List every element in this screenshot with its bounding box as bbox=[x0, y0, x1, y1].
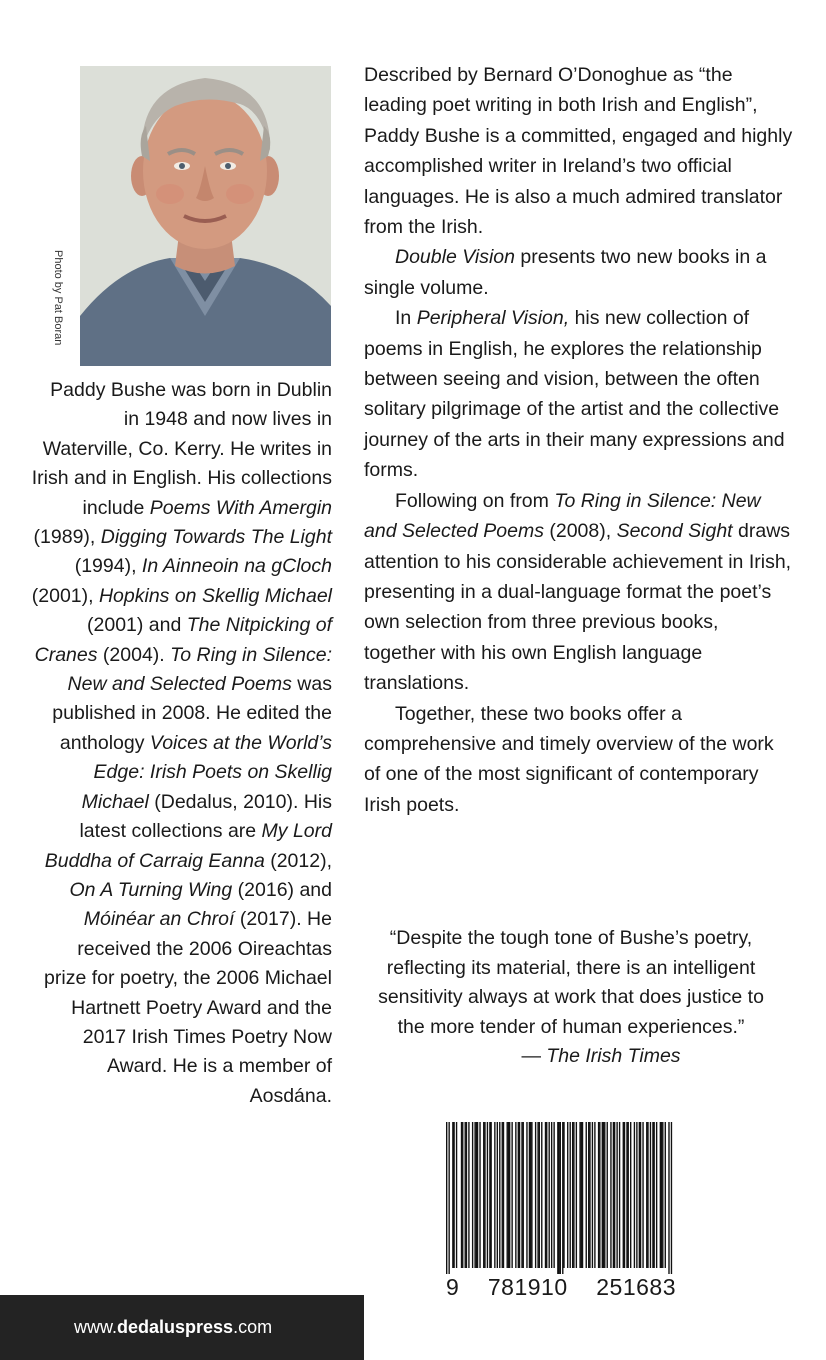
barcode-bar bbox=[660, 1122, 661, 1268]
barcode-bar bbox=[647, 1122, 648, 1268]
barcode-bar bbox=[588, 1122, 589, 1268]
barcode-bar bbox=[537, 1122, 538, 1268]
publisher-footer bbox=[0, 1295, 364, 1360]
book-title: Hopkins on Skellig Michael bbox=[98, 584, 332, 607]
barcode-bar bbox=[613, 1122, 614, 1268]
barcode-bar bbox=[511, 1122, 512, 1268]
barcode-bar bbox=[474, 1122, 475, 1268]
text-run: (1994), bbox=[74, 555, 142, 578]
text-run: Following on from bbox=[395, 489, 555, 512]
barcode-bar bbox=[499, 1122, 500, 1268]
text-run: Together, these two books offer a comprehensive and timely overview of the work of one of the most significant of contemporary Irish poets. bbox=[364, 702, 774, 816]
barcode-bar bbox=[640, 1122, 641, 1268]
text-run: his new collection of poems in English, he explores the relationship between seeing and vision, between the often solitary pilgrimage of the artist and the collective journey of the arts in their many expressions and forms. bbox=[364, 307, 785, 482]
barcode-bar bbox=[468, 1122, 469, 1268]
barcode-bar bbox=[586, 1122, 587, 1268]
barcode-bar bbox=[503, 1122, 504, 1268]
barcode-bar bbox=[557, 1122, 558, 1274]
book-title: Digging Towards The Light bbox=[100, 526, 332, 549]
text-run: (2016) and bbox=[232, 878, 332, 901]
book-title: The Nitpicking of Cranes bbox=[34, 614, 332, 666]
barcode-bar bbox=[652, 1122, 653, 1268]
isbn-digit-group-2: 781910 bbox=[487, 1274, 568, 1300]
barcode-bar bbox=[671, 1122, 672, 1274]
barcode-bar bbox=[502, 1122, 503, 1268]
barcode-bar bbox=[539, 1122, 540, 1268]
text-run: (2008), bbox=[543, 520, 617, 543]
barcode-bar bbox=[582, 1122, 583, 1268]
barcode-bar bbox=[483, 1122, 484, 1268]
book-title: Second Sight bbox=[616, 520, 733, 543]
barcode-bar bbox=[576, 1122, 577, 1268]
isbn-digit-group-3: 251683 bbox=[596, 1274, 676, 1300]
book-description bbox=[364, 60, 794, 820]
barcode-bar bbox=[551, 1122, 552, 1268]
barcode-bar bbox=[494, 1122, 495, 1268]
description-paragraph bbox=[364, 486, 794, 699]
barcode-bar bbox=[572, 1122, 573, 1268]
book-title: Voices at the World’s Edge: Irish Poets on Skellig Michael bbox=[81, 731, 332, 813]
barcode-bar bbox=[634, 1122, 635, 1268]
barcode-bar bbox=[616, 1122, 617, 1268]
text-run: was published in 2008. He edited the anthology bbox=[52, 673, 332, 754]
barcode-bar bbox=[570, 1122, 571, 1268]
description-paragraph bbox=[364, 303, 794, 485]
text-run: (2012), bbox=[264, 849, 332, 872]
barcode-bar bbox=[598, 1122, 599, 1268]
barcode-bar bbox=[530, 1122, 531, 1268]
quote-source-name: The Irish Times bbox=[546, 1045, 681, 1068]
barcode-bar bbox=[472, 1122, 473, 1268]
author-photo bbox=[80, 66, 331, 366]
barcode-bar bbox=[599, 1122, 600, 1268]
barcode-bar bbox=[650, 1122, 651, 1268]
text-run: (2001) and bbox=[87, 614, 187, 637]
barcode-bar bbox=[558, 1122, 559, 1274]
text-run: In bbox=[395, 307, 417, 330]
book-title: On A Turning Wing bbox=[69, 878, 233, 901]
barcode-bar bbox=[626, 1122, 627, 1268]
barcode-bar bbox=[507, 1122, 508, 1268]
barcode-bar bbox=[628, 1122, 629, 1268]
barcode-bar bbox=[519, 1122, 520, 1268]
text-run: (Dedalus, 2010). His latest collections are bbox=[79, 790, 332, 843]
text-run: presents two new books in a single volume. bbox=[364, 246, 767, 299]
barcode-bar bbox=[487, 1122, 488, 1268]
barcode-bar bbox=[553, 1122, 554, 1268]
barcode-bar bbox=[642, 1122, 643, 1268]
text-run: (2004). bbox=[97, 643, 171, 666]
barcode-bar bbox=[607, 1122, 608, 1268]
barcode-bar bbox=[562, 1122, 563, 1274]
barcode-bar bbox=[461, 1122, 462, 1268]
barcode-bar bbox=[630, 1122, 631, 1268]
barcode-bar bbox=[594, 1122, 595, 1268]
barcode-bar bbox=[509, 1122, 510, 1268]
barcode-bar bbox=[623, 1122, 624, 1268]
barcode-bar bbox=[476, 1122, 477, 1268]
book-title: To Ring in Silence: New and Selected Poems bbox=[364, 489, 761, 543]
barcode-bar bbox=[646, 1122, 647, 1268]
barcode-bar bbox=[479, 1122, 480, 1268]
book-title: Double Vision bbox=[395, 246, 515, 269]
barcode-bar bbox=[526, 1122, 527, 1268]
description-paragraph bbox=[364, 60, 794, 242]
description-paragraph bbox=[364, 699, 794, 821]
barcode-bar bbox=[529, 1122, 530, 1268]
barcode-bar bbox=[662, 1122, 663, 1268]
barcode-bar bbox=[661, 1122, 662, 1268]
website-domain: dedaluspress bbox=[117, 1317, 234, 1337]
website-prefix: www. bbox=[74, 1317, 118, 1337]
author-bio bbox=[30, 376, 332, 1111]
barcode-bar bbox=[452, 1122, 453, 1268]
barcode-bar bbox=[610, 1122, 611, 1268]
barcode-bar bbox=[592, 1122, 593, 1268]
barcode-bar bbox=[531, 1122, 532, 1268]
text-run: (1989), bbox=[33, 526, 101, 549]
barcode-bar bbox=[549, 1122, 550, 1268]
barcode-bar bbox=[668, 1122, 669, 1274]
barcode-bar bbox=[466, 1122, 467, 1268]
barcode-bar bbox=[639, 1122, 640, 1268]
website-link[interactable] bbox=[74, 1317, 272, 1337]
barcode-bar bbox=[518, 1122, 519, 1268]
barcode-bar bbox=[573, 1122, 574, 1268]
barcode-bar bbox=[484, 1122, 485, 1268]
book-title: In Ainneoin na gCloch bbox=[141, 555, 332, 578]
book-title: To Ring in Silence: New and Selected Poems bbox=[67, 643, 332, 696]
barcode-bar bbox=[545, 1122, 546, 1268]
barcode-bar bbox=[614, 1122, 615, 1268]
barcode-bar bbox=[453, 1122, 454, 1268]
barcode-bar bbox=[602, 1122, 603, 1268]
barcode-bar bbox=[636, 1122, 637, 1268]
barcode-bar bbox=[653, 1122, 654, 1268]
isbn-digit-group-1: 9 bbox=[446, 1274, 460, 1300]
barcode-bar bbox=[535, 1122, 536, 1268]
barcode-bar bbox=[567, 1122, 568, 1268]
barcode-bar bbox=[477, 1122, 478, 1268]
barcode-bar bbox=[603, 1122, 604, 1268]
barcode-bar bbox=[497, 1122, 498, 1268]
barcode-bar bbox=[462, 1122, 463, 1268]
isbn-barcode bbox=[440, 1122, 676, 1310]
barcode-bar bbox=[508, 1122, 509, 1268]
barcode-bar bbox=[448, 1122, 449, 1274]
barcode-bar bbox=[521, 1122, 522, 1268]
barcode-bar bbox=[523, 1122, 524, 1268]
barcode-bar bbox=[581, 1122, 582, 1268]
book-title: Móinéar an Chroí bbox=[83, 908, 235, 931]
barcode-bar bbox=[446, 1122, 447, 1274]
description-paragraph bbox=[364, 242, 794, 303]
text-run: Paddy Bushe was born in Dublin in 1948 and now lives in Waterville, Co. Kerry. He writes in Irish and in English. His collections include bbox=[31, 379, 332, 519]
barcode-bar bbox=[624, 1122, 625, 1268]
barcode-bar bbox=[515, 1122, 516, 1268]
quote-text: “Despite the tough tone of Bushe’s poetry, reflecting its material, there is an intelligent sensitivity always at work that does justice to the more tender of human experiences.” bbox=[378, 927, 764, 1038]
barcode-bar bbox=[560, 1122, 561, 1274]
book-title: Peripheral Vision, bbox=[416, 307, 570, 330]
text-run: (2001), bbox=[31, 584, 99, 607]
barcode-bar bbox=[563, 1122, 564, 1268]
review-quote bbox=[364, 924, 778, 1072]
barcode-bar bbox=[456, 1122, 457, 1268]
barcode-bar bbox=[490, 1122, 491, 1268]
barcode-bar bbox=[579, 1122, 580, 1268]
barcode-bar bbox=[546, 1122, 547, 1268]
barcode-bar bbox=[604, 1122, 605, 1268]
barcode-bar bbox=[489, 1122, 490, 1268]
quote-source bbox=[364, 1042, 778, 1072]
book-title: Poems With Amergin bbox=[149, 496, 332, 519]
barcode-bar bbox=[465, 1122, 466, 1268]
text-run: (2017). He received the 2006 Oireachtas prize for poetry, the 2006 Michael Hartnett Poetry Award and the 2017 Irish Times Poetry Now Award. He is a member of Aosdána. bbox=[44, 908, 332, 1107]
barcode-bar bbox=[656, 1122, 657, 1268]
text-run: draws attention to his considerable achievement in Irish, presenting in a dual-language format the poet’s own selection from three previous books, together with his own English language translations. bbox=[364, 520, 792, 695]
photo-credit: Photo by Pat Boran bbox=[52, 250, 64, 346]
author-portrait bbox=[80, 66, 331, 366]
barcode-bar bbox=[619, 1122, 620, 1268]
barcode-bar bbox=[665, 1122, 666, 1268]
website-suffix: .com bbox=[233, 1317, 273, 1337]
barcode-bar bbox=[589, 1122, 590, 1268]
text-run: Described by Bernard O’Donoghue as “the leading poet writing in both Irish and English”, Paddy Bushe is a committed, engaged and highly accomplished writer in Ireland’s two official languages. He is also a much admired translator from the Irish. bbox=[364, 64, 793, 239]
barcode-bar bbox=[541, 1122, 542, 1268]
barcode-bars bbox=[440, 1122, 676, 1274]
isbn-digits bbox=[446, 1274, 676, 1301]
quote-dash: — bbox=[521, 1045, 547, 1068]
book-title: My Lord Buddha of Carraig Eanna bbox=[44, 820, 332, 872]
